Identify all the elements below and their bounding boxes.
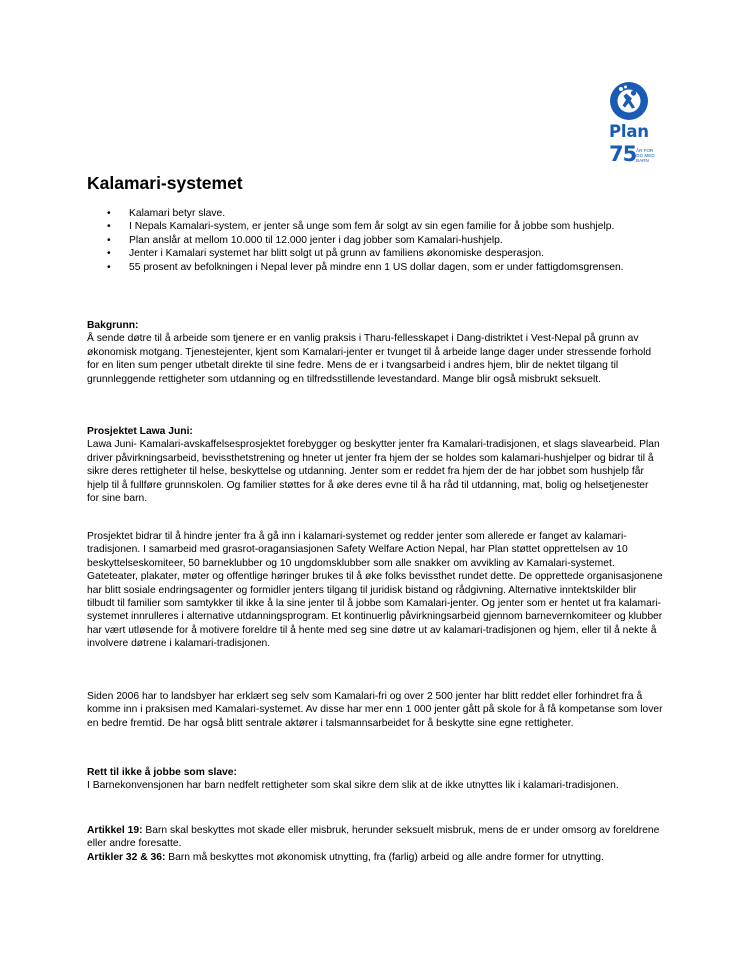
section-artikler <box>87 824 663 864</box>
section-rett <box>87 766 663 793</box>
logo-tagline-line: BARN <box>636 158 649 164</box>
list-item: • Kalamari betyr slave. <box>107 208 226 219</box>
section-bakgrunn <box>87 319 663 386</box>
paragraph-samarbeid <box>87 530 663 651</box>
plan-child-icon <box>604 80 660 124</box>
list-item: • 55 prosent av befolkningen i Nepal lever på mindre enn 1 US dollar dagen, som er under fattigdomsgrensen. <box>107 261 624 273</box>
fact-list <box>87 207 667 274</box>
plan-logo <box>604 80 660 180</box>
section-body: Å sende døtre til å arbeide som tjenere er en vanlig praksis i Tharu-fellesskapet i Dang-distriktet i Vest-Nepal på grunn av økonomisk motgang. Tjenestejenter, kjent som Kamalari-jenter er tvunget til å arbeide lange dager under stressende forhold for en liten sum penger utbetalt direkte til sine fedre. Mens de er i tvangsarbeid i andres hjem, blir de nektet tilgang til grunnleggende rettigheter som utdanning og en tilfredsstillende levestandard. Mange blir også misbrukt seksuelt. <box>87 333 652 385</box>
article-label: Artikkel 19: <box>87 825 143 836</box>
paragraph-text: Siden 2006 har to landsbyer har erklært seg selv som Kamalari-fri og over 2 500 jenter har blitt reddet eller forhindret fra å komme inn i praksisen med Kamalari-systemet. Av disse har mer enn 1 000 jenter gått på skole for å få kompetanse som lover en bedre fremtid. De har også blitt sentrale aktører i talsmannsarbeidet for å beskytte sine egne rettigheter. <box>87 691 663 729</box>
article-item <box>87 851 663 864</box>
list-item: • I Nepals Kamalari-system, er jenter så unge som fem år solgt av sin egen familie for å jobbe som hushjelp. <box>107 221 615 233</box>
section-body: Lawa Juni- Kamalari-avskaffelsesprosjektet forebygger og beskytter jenter fra Kamalari-tradisjonen, et slags slavearbeid. Plan driver påvirkningsarbeid, bevissthetstrening og hneter ut jenter fra hjem der se holdes som kalamari-hushjelper og bidrar til å sikre deres rettigheter til helse, beskyttelse og utdanning. Jenter som er reddet fra hjem der de har jobbet som hushjelp får hjelp til å fullføre grunnskolen. Og familier støttes for å øke deres evne til å ha råd til utdanning, mat, bolig og helsetjenester for sine barn. <box>87 439 660 505</box>
bullet-icon: • <box>107 261 111 273</box>
logo-tagline-line: ÅR FOR <box>636 148 654 153</box>
list-item: • Plan anslår at mellom 10.000 til 12.000 jenter i dag jobber som Kamalari-hushjelp. <box>107 234 503 246</box>
bullet-icon: • <box>107 208 111 219</box>
bullet-icon: • <box>107 248 111 260</box>
page-title: Kalamari-systemet <box>87 173 243 193</box>
list-item: • Jenter i Kamalari systemet har blitt solgt ut på grunn av familiens økonomiske desperasjon. <box>107 248 544 260</box>
logo-anniversary-number: 75 <box>609 142 637 166</box>
paragraph-resultater <box>87 690 663 730</box>
article-text: Barn skal beskyttes mot skade eller misbruk, herunder seksuelt misbruk, mens de er under omsorg av foreldrene eller andre foresatte. <box>87 825 660 850</box>
section-heading: Rett til ikke å jobbe som slave: <box>87 767 237 778</box>
logo-tagline <box>636 148 662 164</box>
paragraph-text: Prosjektet bidrar til å hindre jenter fra å gå inn i kalamari-systemet og redder jenter som allerede er fanget av kalamari-tradisjonen. I samarbeid med grasrot-oragansiasjonen Safety Welfare Action Nepal, har Plan støttet opprettelsen av 10 beskyttelseskomiteer, 50 barneklubber og 10 ungdomsklubber som alle snakker om avvikling av Kamalari-systemet. Gateteater, plakater, møter og offentlige høringer brukes til å øke folks bevissthet rundet dette. De opprettede organisasjonene har blitt sosiale endringsagenter og formidler jenters tilgang til juridisk bistand og rådgivning. Alternative inntektskilder blir tilbudt til familier som samtykker til ikke å la sine jenter til å jobbe som Kamalari-jenter. Og jenter som er hentet ut fra kalamari-systemet innrulleres i alternative utdanningsprogram. Et kontinuerlig påvirkningsarbeid gjennom barnevernkomiteer og klubber har vært utløsende for å motivere foreldre til å hente med seg sine døtre ut av kalamari-tradisjonen og hjem, eller til å nekte å involvere døtrene i kalamari-tradisjonen. <box>87 531 663 650</box>
logo-tagline-line: OG MED <box>636 153 655 159</box>
section-body: I Barnekonvensjonen har barn nedfelt rettigheter som skal sikre dem slik at de ikke utnyttes lik i kalamari-tradisjonen. <box>87 780 619 792</box>
article-text: Barn må beskyttes mot økonomisk utnytting, fra (farlig) arbeid og alle andre former for utnytting. <box>165 851 604 863</box>
section-heading: Bakgrunn: <box>87 320 139 331</box>
logo-wordmark: Plan <box>609 122 649 141</box>
bullet-icon: • <box>107 221 111 233</box>
section-prosjektet <box>87 425 663 505</box>
bullet-icon: • <box>107 234 111 246</box>
article-label: Artikler 32 & 36: <box>87 851 166 863</box>
section-heading: Prosjektet Lawa Juni: <box>87 426 193 437</box>
article-item <box>87 824 663 851</box>
